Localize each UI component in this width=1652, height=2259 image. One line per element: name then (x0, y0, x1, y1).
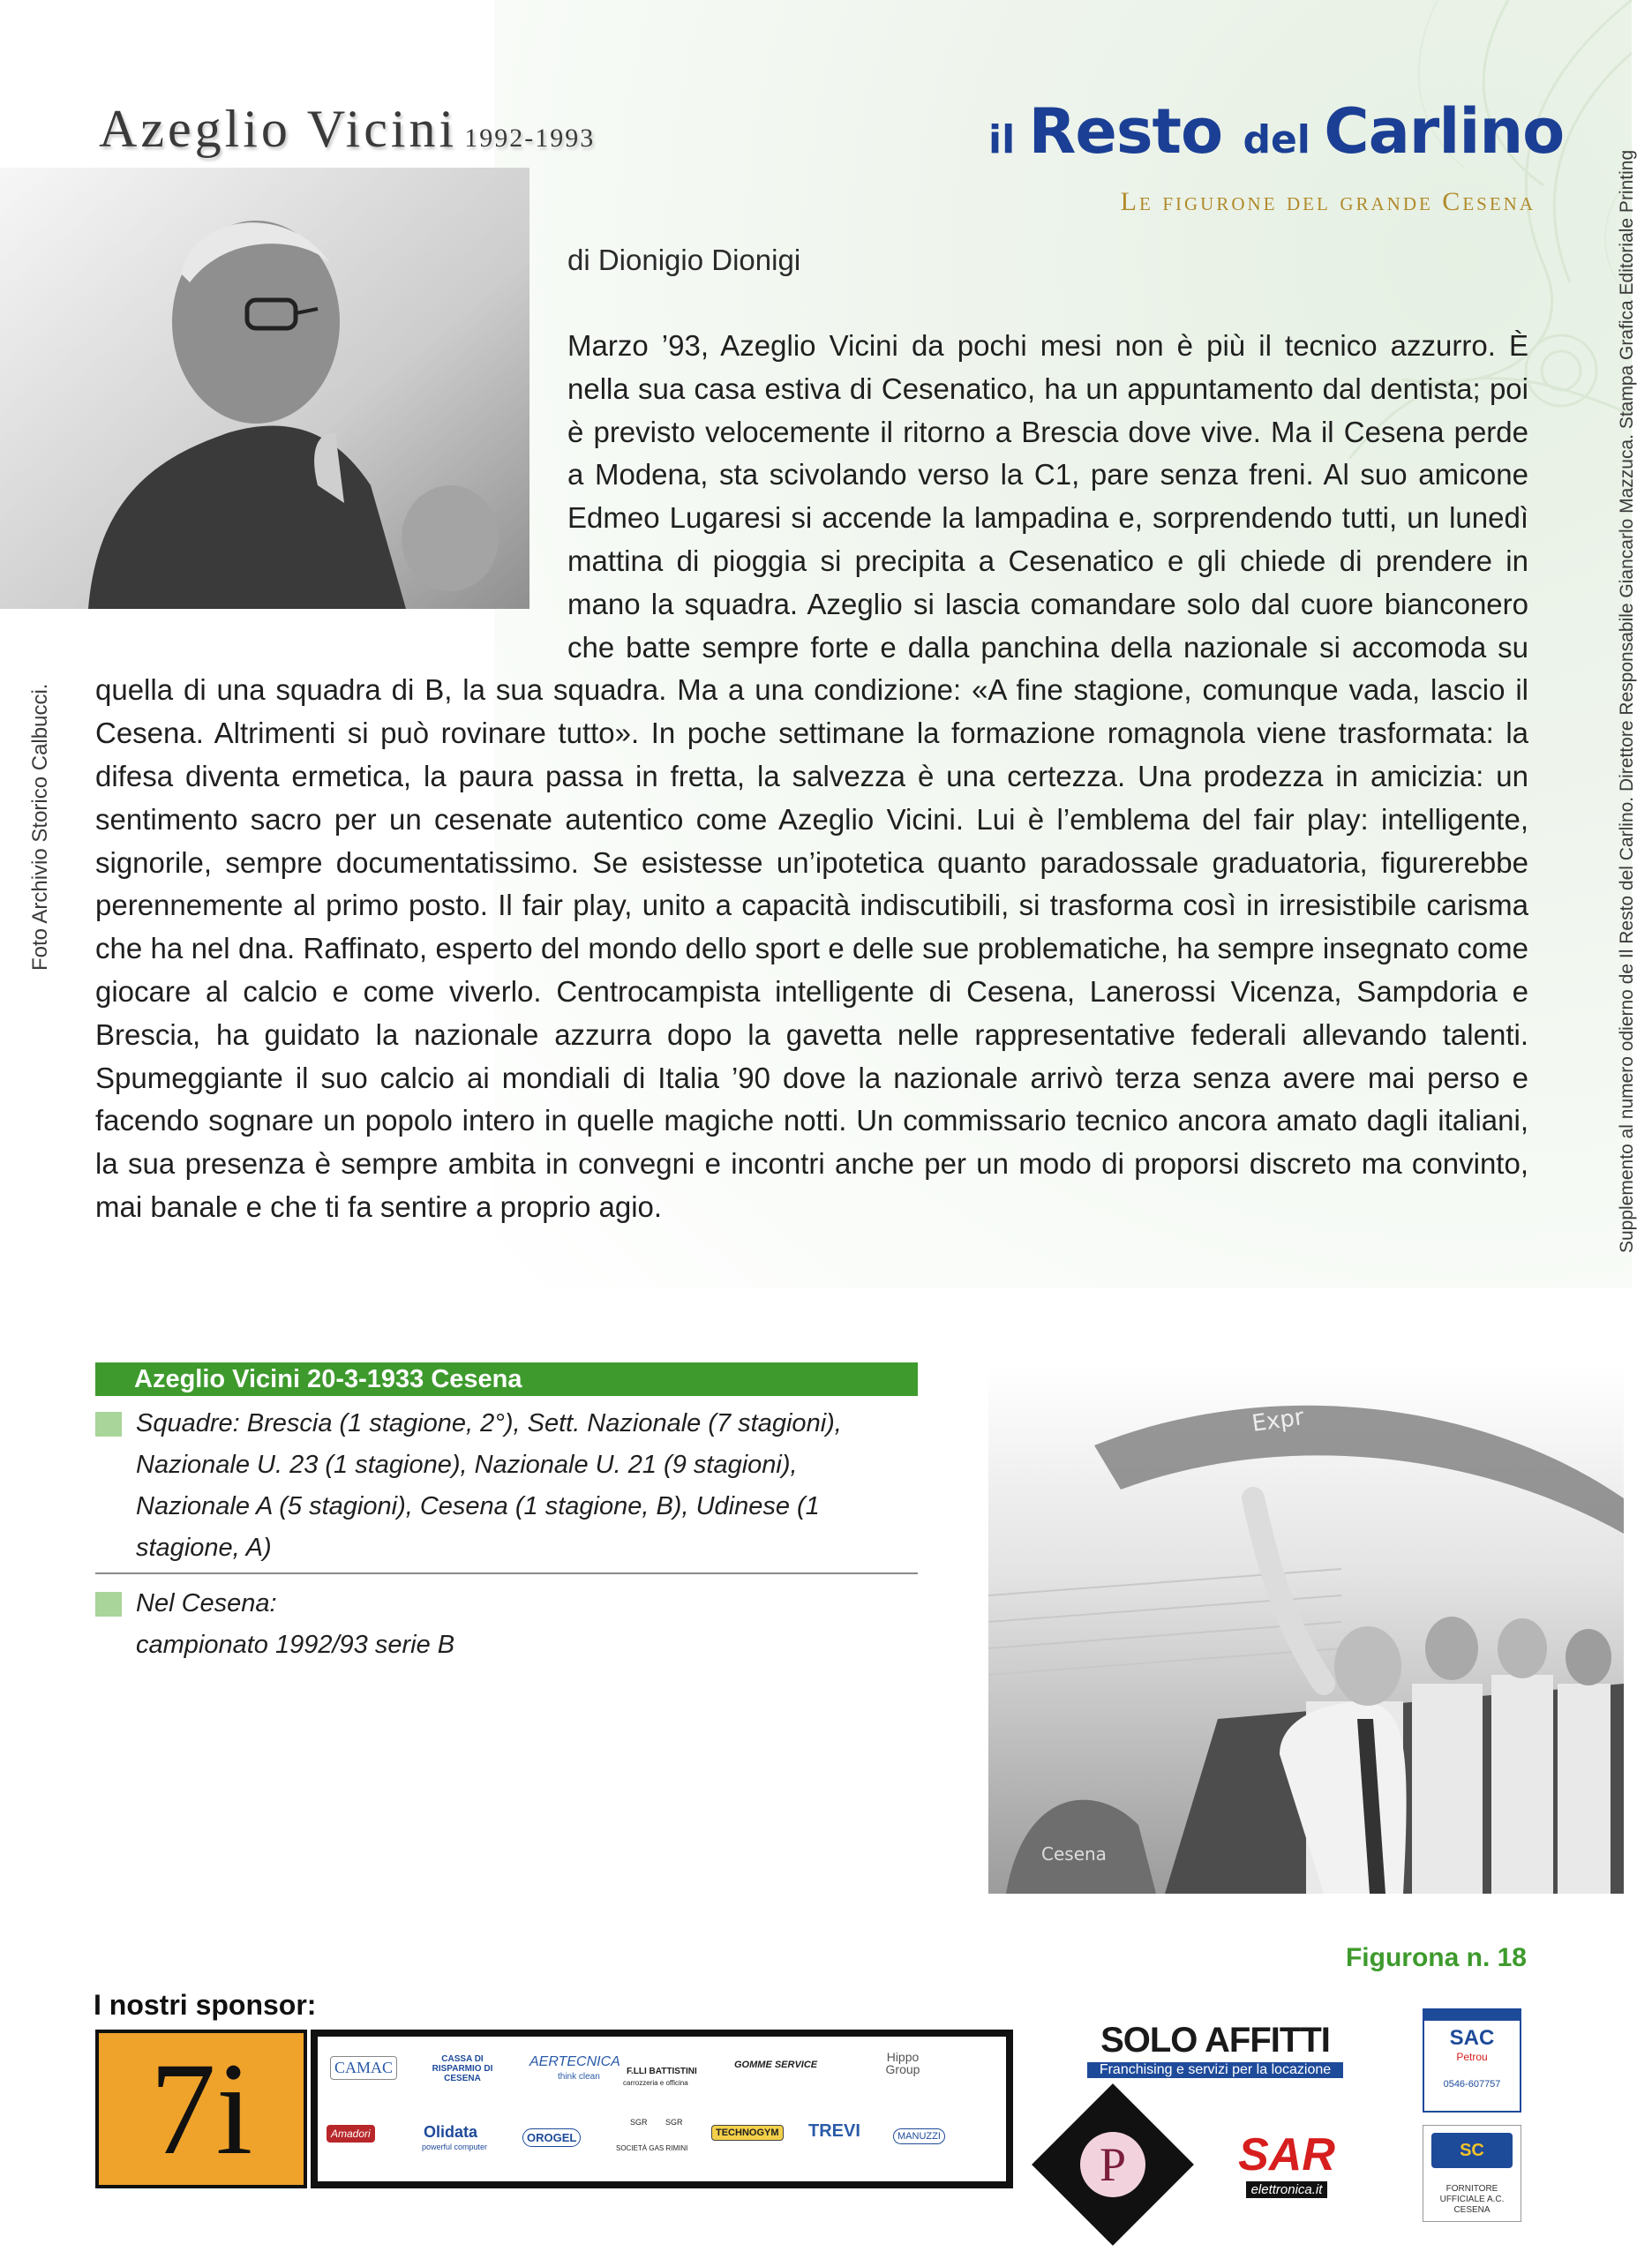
bench-photo (988, 1366, 1624, 1894)
sponsor-battistini: F.LLI BATTISTINI (627, 2067, 697, 2076)
bench-shirt-text: Cesena (1041, 1843, 1107, 1865)
sponsor-amadori: Amadori (327, 2125, 375, 2143)
green-square-bullet-icon (95, 1412, 122, 1437)
article-body (95, 325, 1528, 1295)
sponsor-manuzzi: MANUZZI (893, 2128, 945, 2144)
sponsor-trevi: TREVI (808, 2121, 860, 2141)
article-paragraph: Marzo ’93, Azeglio Vicini da pochi mesi non è più il tecnico azzurro. È nella sua casa estiva di Cesenatico, ha un appuntamento dal dentista; poi è previsto velocemente il ritorno a Brescia dove vive. Ma il Cesena perde a Modena, sta scivolando verso la C1, pare senza freni. Al suo amicone Edmeo Lugaresi si accende la lampadina e, sorprendendo tutti, un lunedì mattina di pioggia si precipita a Cesenatico e gli chiede di prendere in mano la squadra. Azeglio si lascia comandare solo dal cuore bianconero che batte sempre forte e dalla panchina della nazionale si accomoda su quella di una squadra di B, la sua squadra. Ma a una condizione: «A fine stagione, comunque vada, lascio il Cesena. Altrimenti si può rovinare tutto». In poche settimane la formazione romagnola viene trasformata: la difesa diventa ermetica, la paura passa in fretta, la salvezza è una certezza. Una prodezza in amicizia: un sentimento sacro per un cesenate autentico come Azeglio Vicini. Lui è l’emblema del fair play: intelligente, signorile, sempre documentatissimo. Se esistesse un’ipotetica quanto paradossale graduatoria, figurerebbe perennemente al primo posto. Il fair play, unito a capacità indiscutibili, si trasforma così in irresistibile carisma che ha nel dna. Raffinato, esperto del mondo dello sport e delle sue problematiche, ha sempre insegnato come giocare al calcio e come viverlo. Centrocampista intelligente di Cesena, Lanerossi Vicenza, Sampdoria e Brescia, ha guidato la nazionale azzurra dopo la gavetta nelle rappresentative federali allevando talenti. Spumeggiante il suo calcio ai mondiali di Italia ’90 dove la nazionale arrivò terza senza avere mai perso e facendo sognare un popolo intero in quelle magiche notti. Un commissario tecnico ancora amato dagli italiani, la sua presenza è sempre ambita in convegni e incontri anche per un modo di proporsi discreto ma convinto, mai banale e che ti fa sentire a proprio agio. (95, 329, 1528, 1223)
bench-canopy-text: Expr (1250, 1404, 1306, 1437)
sponsor-cassa-risparmio: CASSA DI RISPARMIO DI CESENA (432, 2054, 493, 2083)
facts-list (95, 1403, 918, 1668)
newspaper-logo: il Resto del Carlino (988, 95, 1565, 168)
green-square-bullet-icon (95, 1592, 122, 1617)
sponsor-hippo: Hippo Group (885, 2050, 920, 2076)
sponsor-panafrozen (1032, 2083, 1194, 2246)
photo-credit: Foto Archivio Storico Calbucci. (28, 683, 52, 971)
official-supplier-logo: SC (1431, 2133, 1513, 2168)
sponsor-sgr-tagline: SOCIETÀ GAS RIMINI (616, 2144, 688, 2152)
sponsor-aertecnica: AERTECNICA (529, 2054, 620, 2069)
facts-divider (95, 1572, 918, 1574)
sponsors-heading: I nostri sponsor: (94, 1989, 317, 2021)
sponsor-battistini-tagline: carrozzeria e officina (623, 2079, 688, 2087)
main-sponsor-logo: 7i (95, 2030, 307, 2188)
sponsor-aertecnica-tagline: think clean (558, 2072, 600, 2082)
fact-squadre (95, 1403, 918, 1569)
fact-nel-cesena-value: campionato 1992/93 serie B (136, 1631, 455, 1659)
sac-sub: Petrou (1456, 2051, 1488, 2063)
coach-years: 1992-1993 (464, 124, 596, 153)
sponsor-camac: CAMAC (330, 2056, 397, 2080)
facts-header: Azeglio Vicini 20-3-1933 Cesena (95, 1362, 918, 1396)
sponsor-orogel: OROGEL (522, 2128, 581, 2147)
fact-squadre-text: Squadre: Brescia (1 stagione, 2°), Sett. Nazionale (7 stagioni), Nazionale U. 23 (1 stagione), Nazionale U. 21 (9 stagioni), Nazionale A (5 stagioni), Cesena (1 stagione, B), Udinese (1 stagione, A) (136, 1409, 842, 1562)
sponsor-strip (311, 2030, 1013, 2188)
fact-nel-cesena-label: Nel Cesena: (136, 1589, 277, 1617)
panafrozen-letter: P (1080, 2132, 1145, 2197)
sponsor-sar (1216, 2128, 1357, 2217)
sac-name: SAC (1449, 2026, 1495, 2050)
supplement-note: Supplemento al numero odierno de Il Resto del Carlino. Direttore Responsabile Giancarlo Mazzuca. Stampa Grafica Editoriale Printing (1617, 149, 1637, 1253)
sponsor-sac (1423, 2008, 1521, 2113)
solo-affitti-name: SOLO AFFITTI (1100, 2021, 1330, 2060)
article-byline: di Dionigio Dionigi (567, 244, 801, 276)
sponsor-olidata: Olidata (424, 2123, 478, 2141)
sar-site: elettronica.it (1246, 2181, 1328, 2198)
sponsor-technogym: TECHNOGYM (711, 2125, 784, 2141)
sponsor-solo-affitti (1078, 2021, 1352, 2091)
card-number: Figurona n. 18 (1345, 1943, 1527, 1972)
sponsor-sgr-b: SGR (665, 2118, 683, 2127)
sponsor-official-supplier (1423, 2125, 1521, 2222)
sponsor-gomme-service: GOMME SERVICE (734, 2060, 818, 2070)
solo-affitti-tagline: Franchising e servizi per la locazione (1087, 2062, 1343, 2078)
official-supplier-text: FORNITORE UFFICIALE A.C. CESENA (1439, 2184, 1505, 2215)
sar-name: SAR (1238, 2129, 1335, 2180)
sac-phone: 0546-607757 (1443, 2079, 1501, 2090)
sponsor-olidata-tagline: powerful computer (422, 2143, 488, 2151)
series-title: Le figurone del grande Cesena (1120, 187, 1536, 216)
coach-name-title: Azeglio Vicini 1992-1993 (99, 100, 596, 158)
sponsor-sgr-a: SGR (630, 2118, 648, 2127)
portrait-wrap-space (95, 325, 567, 669)
sac-top-bar (1424, 2010, 1520, 2021)
fact-nel-cesena (95, 1583, 918, 1666)
